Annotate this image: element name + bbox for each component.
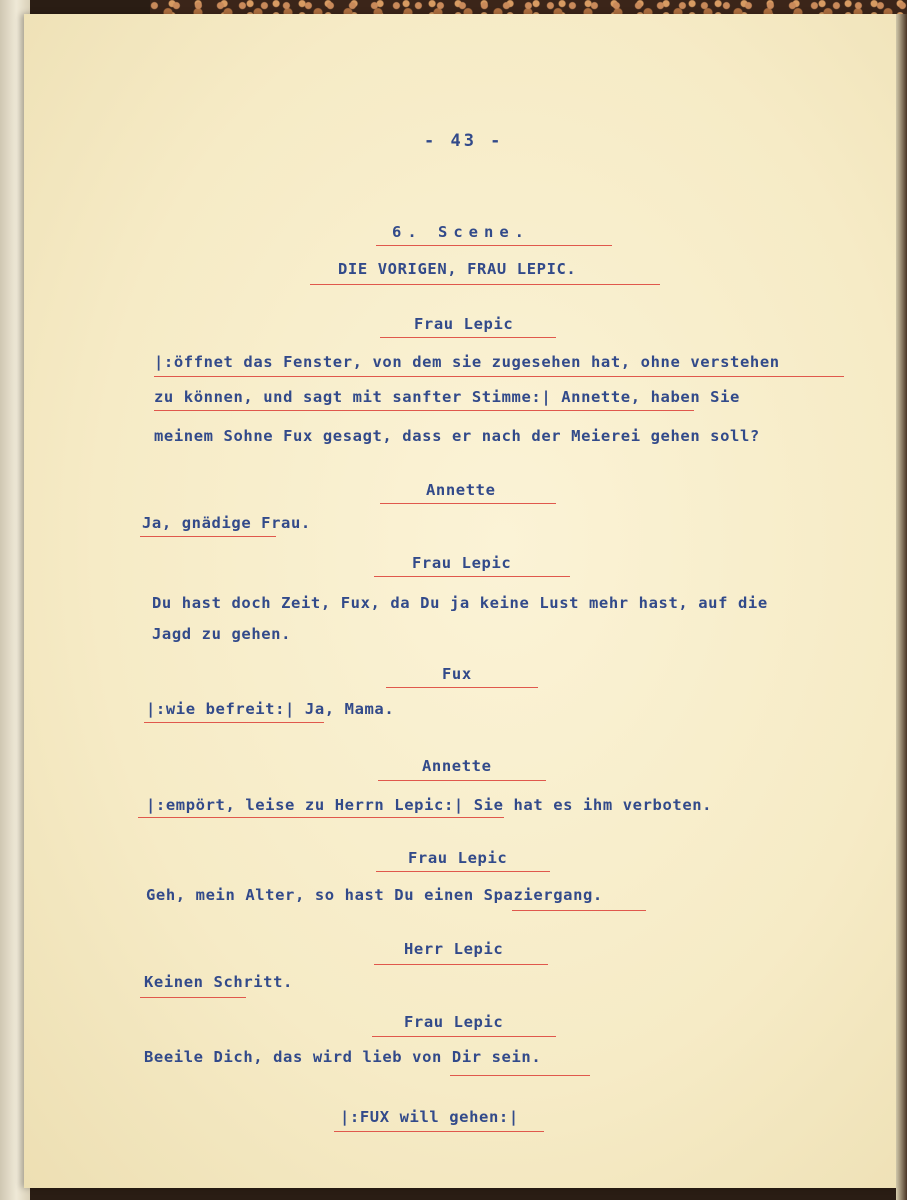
underline [376,871,550,872]
underline [154,376,844,377]
typescript-page [24,14,896,1188]
underline [154,410,694,411]
speaker-name: Fux [442,665,472,683]
speaker-name: Frau Lepic [412,554,512,572]
underline [310,284,660,285]
speaker-name: Annette [426,481,496,499]
right-cover-edge [896,14,907,1200]
underline [386,687,538,688]
dialogue-line: |:wie befreit:| Ja, Mama. [146,700,395,718]
speaker-name: Frau Lepic [408,849,508,867]
scene-subtitle: DIE VORIGEN, FRAU LEPIC. [338,260,577,278]
speaker-name: Herr Lepic [404,940,504,958]
underline [450,1075,590,1076]
page-number: - 43 - [424,131,504,151]
speaker-name: Annette [422,757,492,775]
underline [376,245,612,246]
underline [374,964,548,965]
underline [512,910,646,911]
dialogue-line: Du hast doch Zeit, Fux, da Du ja keine Lust mehr hast, auf die [152,594,768,612]
underline [380,503,556,504]
scene-title: 6. Scene. [392,223,530,241]
underline [334,1131,544,1132]
speaker-name: Frau Lepic [404,1013,504,1031]
dialogue-line: Keinen Schritt. [144,973,293,991]
dialogue-line: Geh, mein Alter, so hast Du einen Spaziergang. [146,886,603,904]
underline [380,337,556,338]
underline [374,576,570,577]
underline [378,780,546,781]
dialogue-line: zu können, und sagt mit sanfter Stimme:| Annette, haben Sie [154,388,740,406]
stage-direction: |:FUX will gehen:| [340,1108,519,1126]
dialogue-line: meinem Sohne Fux gesagt, dass er nach der Meierei gehen soll? [154,427,760,445]
underline [372,1036,556,1037]
underline [138,817,504,818]
underline [144,722,324,723]
dialogue-line: |:empört, leise zu Herrn Lepic:| Sie hat es ihm verboten. [146,796,713,814]
dialogue-line: Ja, gnädige Frau. [142,514,311,532]
speaker-name: Frau Lepic [414,315,514,333]
dialogue-line: Jagd zu gehen. [152,625,292,643]
underline [140,536,276,537]
underline [140,997,246,998]
dialogue-line: |:öffnet das Fenster, von dem sie zugesehen hat, ohne verstehen [154,353,780,371]
dialogue-line: Beeile Dich, das wird lieb von Dir sein. [144,1048,542,1066]
